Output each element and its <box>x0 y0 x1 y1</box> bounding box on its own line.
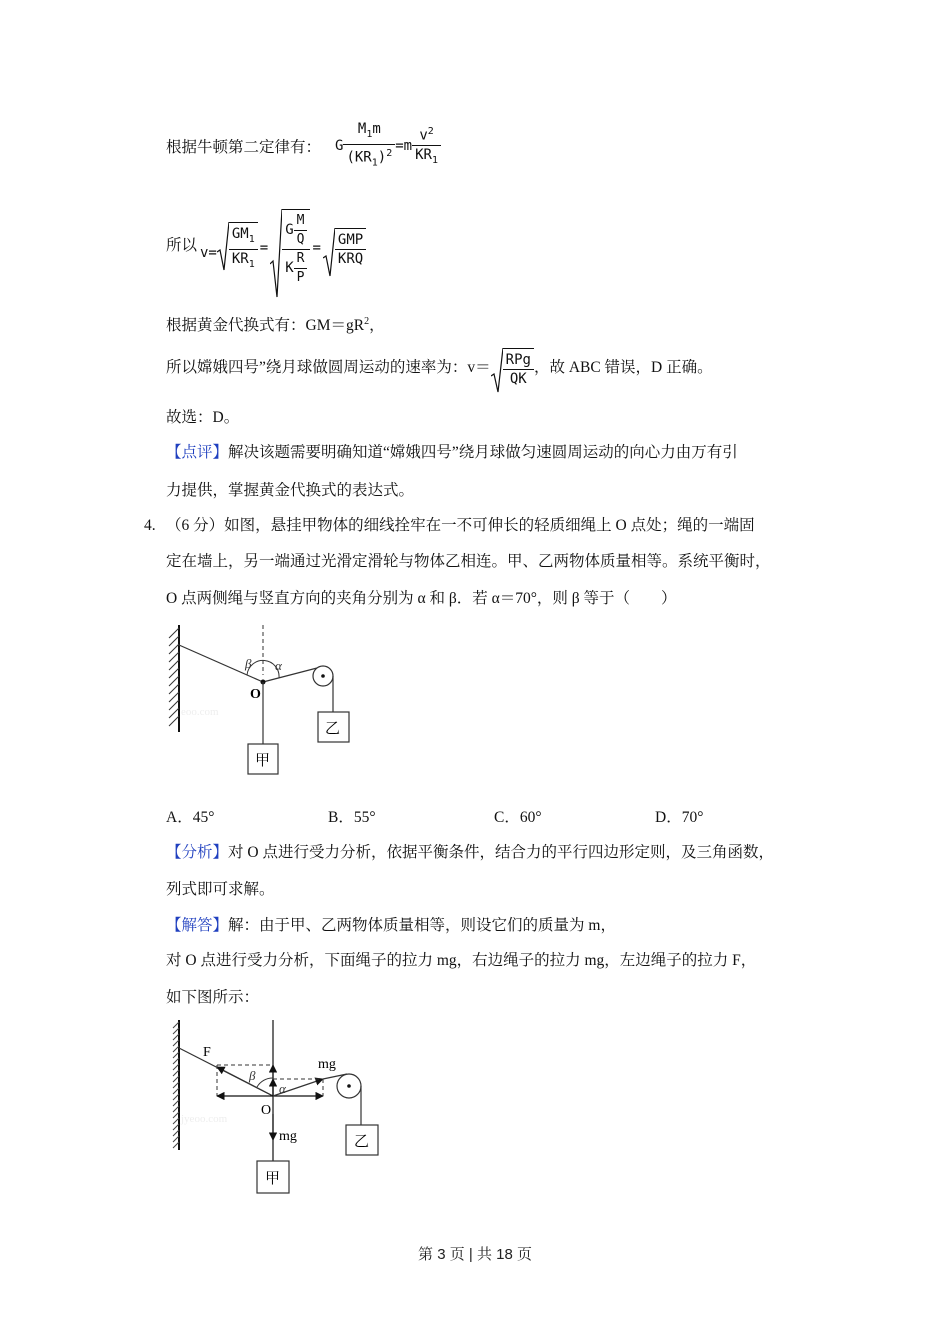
answer-line-1: 【解答】解：由于甲、乙两物体质量相等，则设它们的质量为 m， <box>166 917 616 934</box>
question4-line-2: 定在墙上，另一端通过光滑定滑轮与物体乙相连。甲、乙两物体质量相等。系统平衡时， <box>166 553 771 570</box>
sqrt-1: $\frac{GM_1}{KR_1}$ <box>217 222 258 274</box>
svg-text:β: β <box>249 1068 256 1083</box>
page-footer: 第 3 页 | 共 18 页 <box>418 1246 532 1263</box>
review-line-2: 力提供，掌握黄金代换式的表达式。 <box>166 482 415 499</box>
svg-text:β: β <box>245 656 252 671</box>
radical-icon <box>323 228 335 278</box>
svg-text:乙: 乙 <box>354 1134 370 1150</box>
analysis-tag: 【分析】 <box>166 844 229 861</box>
newton-law-label: 根据牛顿第二定律有： <box>166 139 322 156</box>
answer-tag: 【解答】 <box>166 917 229 934</box>
analysis-line-1: 【分析】对 O 点进行受力分析，依据平衡条件，结合力的平行四边形定则，及三角函数， <box>166 844 774 861</box>
question-number: 4. <box>144 517 156 534</box>
figure-2-force-diagram <box>165 1018 400 1198</box>
velocity-equation: v= $\frac{GM_1}{KR_1}$ = G $\frac{M}{Q}$ K $\frac{R}{P}$ = $\frac{\text{GMP}}{\text{KRQ}}$ <box>200 200 366 295</box>
radical-icon <box>270 209 282 299</box>
svg-text:乙: 乙 <box>325 721 341 737</box>
rhs-fraction: $\frac{v^2}{KR_1}$ <box>412 123 441 169</box>
so-label-line: 所以 <box>166 237 198 254</box>
svg-text:mg: mg <box>279 1129 297 1144</box>
analysis-line-2: 列式即可求解。 <box>166 881 275 898</box>
lhs-fraction: $\frac{M_1m}{(KR_1)^2}$ <box>343 120 395 172</box>
answer-line-3: 如下图所示： <box>166 989 260 1006</box>
svg-text:O: O <box>250 687 261 702</box>
radical-icon <box>217 222 229 272</box>
question4-line-3: O 点两侧绳与竖直方向的夹角分别为 α 和 β．若 α＝70°，则 β 等于（ ） <box>166 590 677 607</box>
pulley-icon <box>313 666 333 686</box>
svg-text:eoo.com: eoo.com <box>181 706 219 718</box>
option-b[interactable]: B．55° <box>328 809 376 826</box>
figure-1-diagram <box>165 620 385 780</box>
review-tag: 【点评】 <box>166 444 229 461</box>
choice-line: 故选：D。 <box>166 409 240 426</box>
svg-text:F: F <box>203 1045 211 1060</box>
radical-icon <box>491 348 503 394</box>
newton-equation: G $\frac{M_1m}{(KR_1)^2}$ =m $\frac{v^2}{KR_1}$ <box>335 120 441 172</box>
question4-line-1: 4. （6 分）如图，悬挂甲物体的细线拴牢在一不可伸长的轻质细绳上 O 点处；绳的一端固 <box>144 517 755 534</box>
review-line-1: 【点评】解决该题需要明确知道“嫦娥四号”绕月球做匀速圆周运动的向心力由万有引 <box>166 444 738 461</box>
wall-icon <box>173 1020 179 1150</box>
option-d[interactable]: D．70° <box>655 809 704 826</box>
answer-line-2: 对 O 点进行受力分析，下面绳子的拉力 mg，右边绳子的拉力 mg，左边绳子的拉力 F， <box>166 952 757 969</box>
golden-substitution-line: 根据黄金代换式有：$GM=gR^2$， <box>166 316 385 335</box>
speed-sqrt: $\frac{\text{RPg}}{QK}$ <box>491 348 534 388</box>
svg-text:mg: mg <box>318 1057 336 1072</box>
wall-icon <box>169 625 179 732</box>
pulley-icon <box>337 1074 361 1098</box>
newton-law-line <box>166 138 321 158</box>
speed-line: 所以嫦娥四号”绕月球做圆周运动的速率为：v＝ $\frac{\text{RPg}}{QK}$ ，故 ABC 错误，D 正确。 <box>166 345 713 391</box>
sqrt-2: G $\frac{M}{Q}$ K $\frac{R}{P}$ <box>270 209 310 287</box>
svg-text:α: α <box>275 658 282 673</box>
svg-text:O: O <box>261 1103 272 1118</box>
option-c[interactable]: C．60° <box>494 809 542 826</box>
svg-text:甲: 甲 <box>255 753 271 769</box>
svg-text:α: α <box>279 1081 286 1096</box>
svg-text:甲: 甲 <box>265 1171 281 1187</box>
option-a[interactable]: A．45° <box>166 809 215 826</box>
svg-text:jyeoo.com: jyeoo.com <box>181 1113 228 1125</box>
sqrt-3: $\frac{\text{GMP}}{\text{KRQ}}$ <box>323 228 366 268</box>
